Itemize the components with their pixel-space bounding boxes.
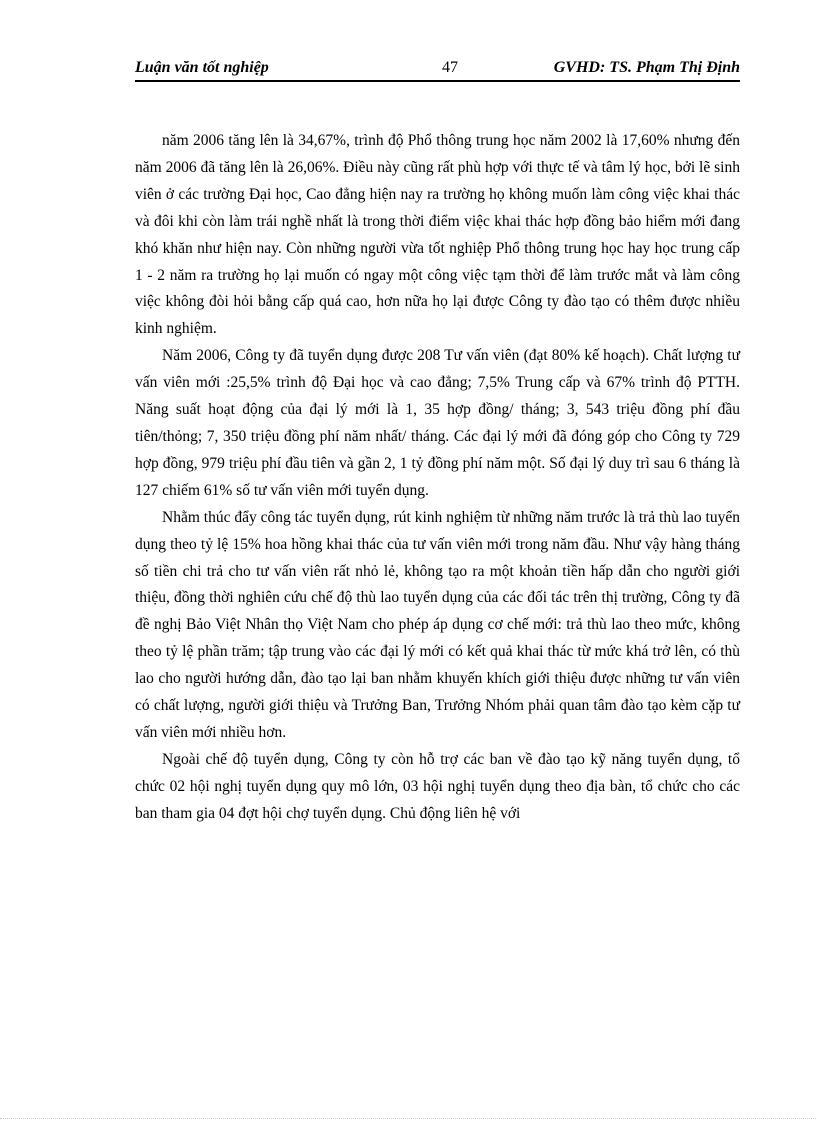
page-bottom-divider (0, 1118, 816, 1119)
paragraph-2: Năm 2006, Công ty đã tuyển dụng được 208 Tư vấn viên (đạt 80% kế hoạch). Chất lượng tư vấn viên mới :25,5% trình độ Đại học và cao đẳng; 7,5% Trung cấp và 67% trình độ PTTH. Năng suất hoạt động của đại lý mới là 1, 35 hợp đồng/ tháng; 3, 543 triệu đồng phí đầu tiên/thỏng; 7, 350 triệu đồng phí năm nhất/ tháng. Các đại lý mới đã đóng góp cho Công ty 729 hợp đồng, 979 triệu phí đầu tiên và gần 2, 1 tỷ đồng phí năm một. Số đại lý duy trì sau 6 tháng là 127 chiếm 61% số tư vấn viên mới tuyển dụng. (135, 347, 740, 499)
page-number: 47 (442, 59, 458, 76)
paragraph-4: Ngoài chế độ tuyển dụng, Công ty còn hỗ trợ các ban về đào tạo kỹ năng tuyển dụng, tổ chức 02 hội nghị tuyển dụng quy mô lớn, 03 hội nghị tuyển dụng theo địa bàn, tổ chức cho các ban tham gia 04 đợt hội chợ tuyển dụng. Chủ động liên hệ với (135, 750, 740, 822)
supervisor: GVHD: TS. Phạm Thị Định (553, 59, 740, 76)
thesis-title: Luận văn tốt nghiệp (135, 59, 269, 76)
paragraph-1: năm 2006 tăng lên là 34,67%, trình độ Phổ thông trung học năm 2002 là 17,60% nhưng đến năm 2006 đã tăng lên là 26,06%. Điều này cũng rất phù hợp với thực tế và tâm lý học, bởi lẽ sinh viên ở các trường Đại học, Cao đẳng hiện nay ra trường họ không muốn làm công việc khai thác và đôi khi còn làm trái nghề nhất là trong thời điểm việc khai thác hợp đồng bảo hiểm mới đang khó khăn như hiện nay. Còn những người vừa tốt nghiệp Phổ thông trung học hay học trung cấp 1 - 2 năm ra trường họ lại muốn có ngay một công việc tạm thời để làm trước mắt và làm công việc không đòi hỏi bằng cấp quá cao, hơn nữa họ lại được Công ty đào tạo có thêm được nhiều kinh nghiệm. (135, 132, 740, 338)
page-header (135, 56, 740, 82)
paragraph-3: Nhằm thúc đẩy công tác tuyển dụng, rút kinh nghiệm từ những năm trước là trả thù lao tuyển dụng theo tỷ lệ 15% hoa hồng khai thác của tư vấn viên mới trong năm đầu. Như vậy hàng tháng số tiền chi trả cho tư vấn viên rất nhỏ lẻ, không tạo ra một khoản tiền hấp dẫn cho người giới thiệu, đồng thời nghiên cứu chế độ thù lao tuyển dụng của các đối tác trên thị trường, Công ty đã đề nghị Bảo Việt Nhân thọ Việt Nam cho phép áp dụng cơ chế mới: trả thù lao theo mức, không theo tỷ lệ phần trăm; tập trung vào các đại lý mới có kết quả khai thác từ mức khá trở lên, có thù lao cho người hướng dẫn, đào tạo lại ban nhằm khuyến khích giới thiệu được những tư vấn viên có chất lượng, người giới thiệu và Trưởng Ban, Trưởng Nhóm phải quan tâm đào tạo kèm cặp tư vấn viên mới nhiều hơn. (135, 508, 740, 741)
document-body (135, 128, 740, 828)
